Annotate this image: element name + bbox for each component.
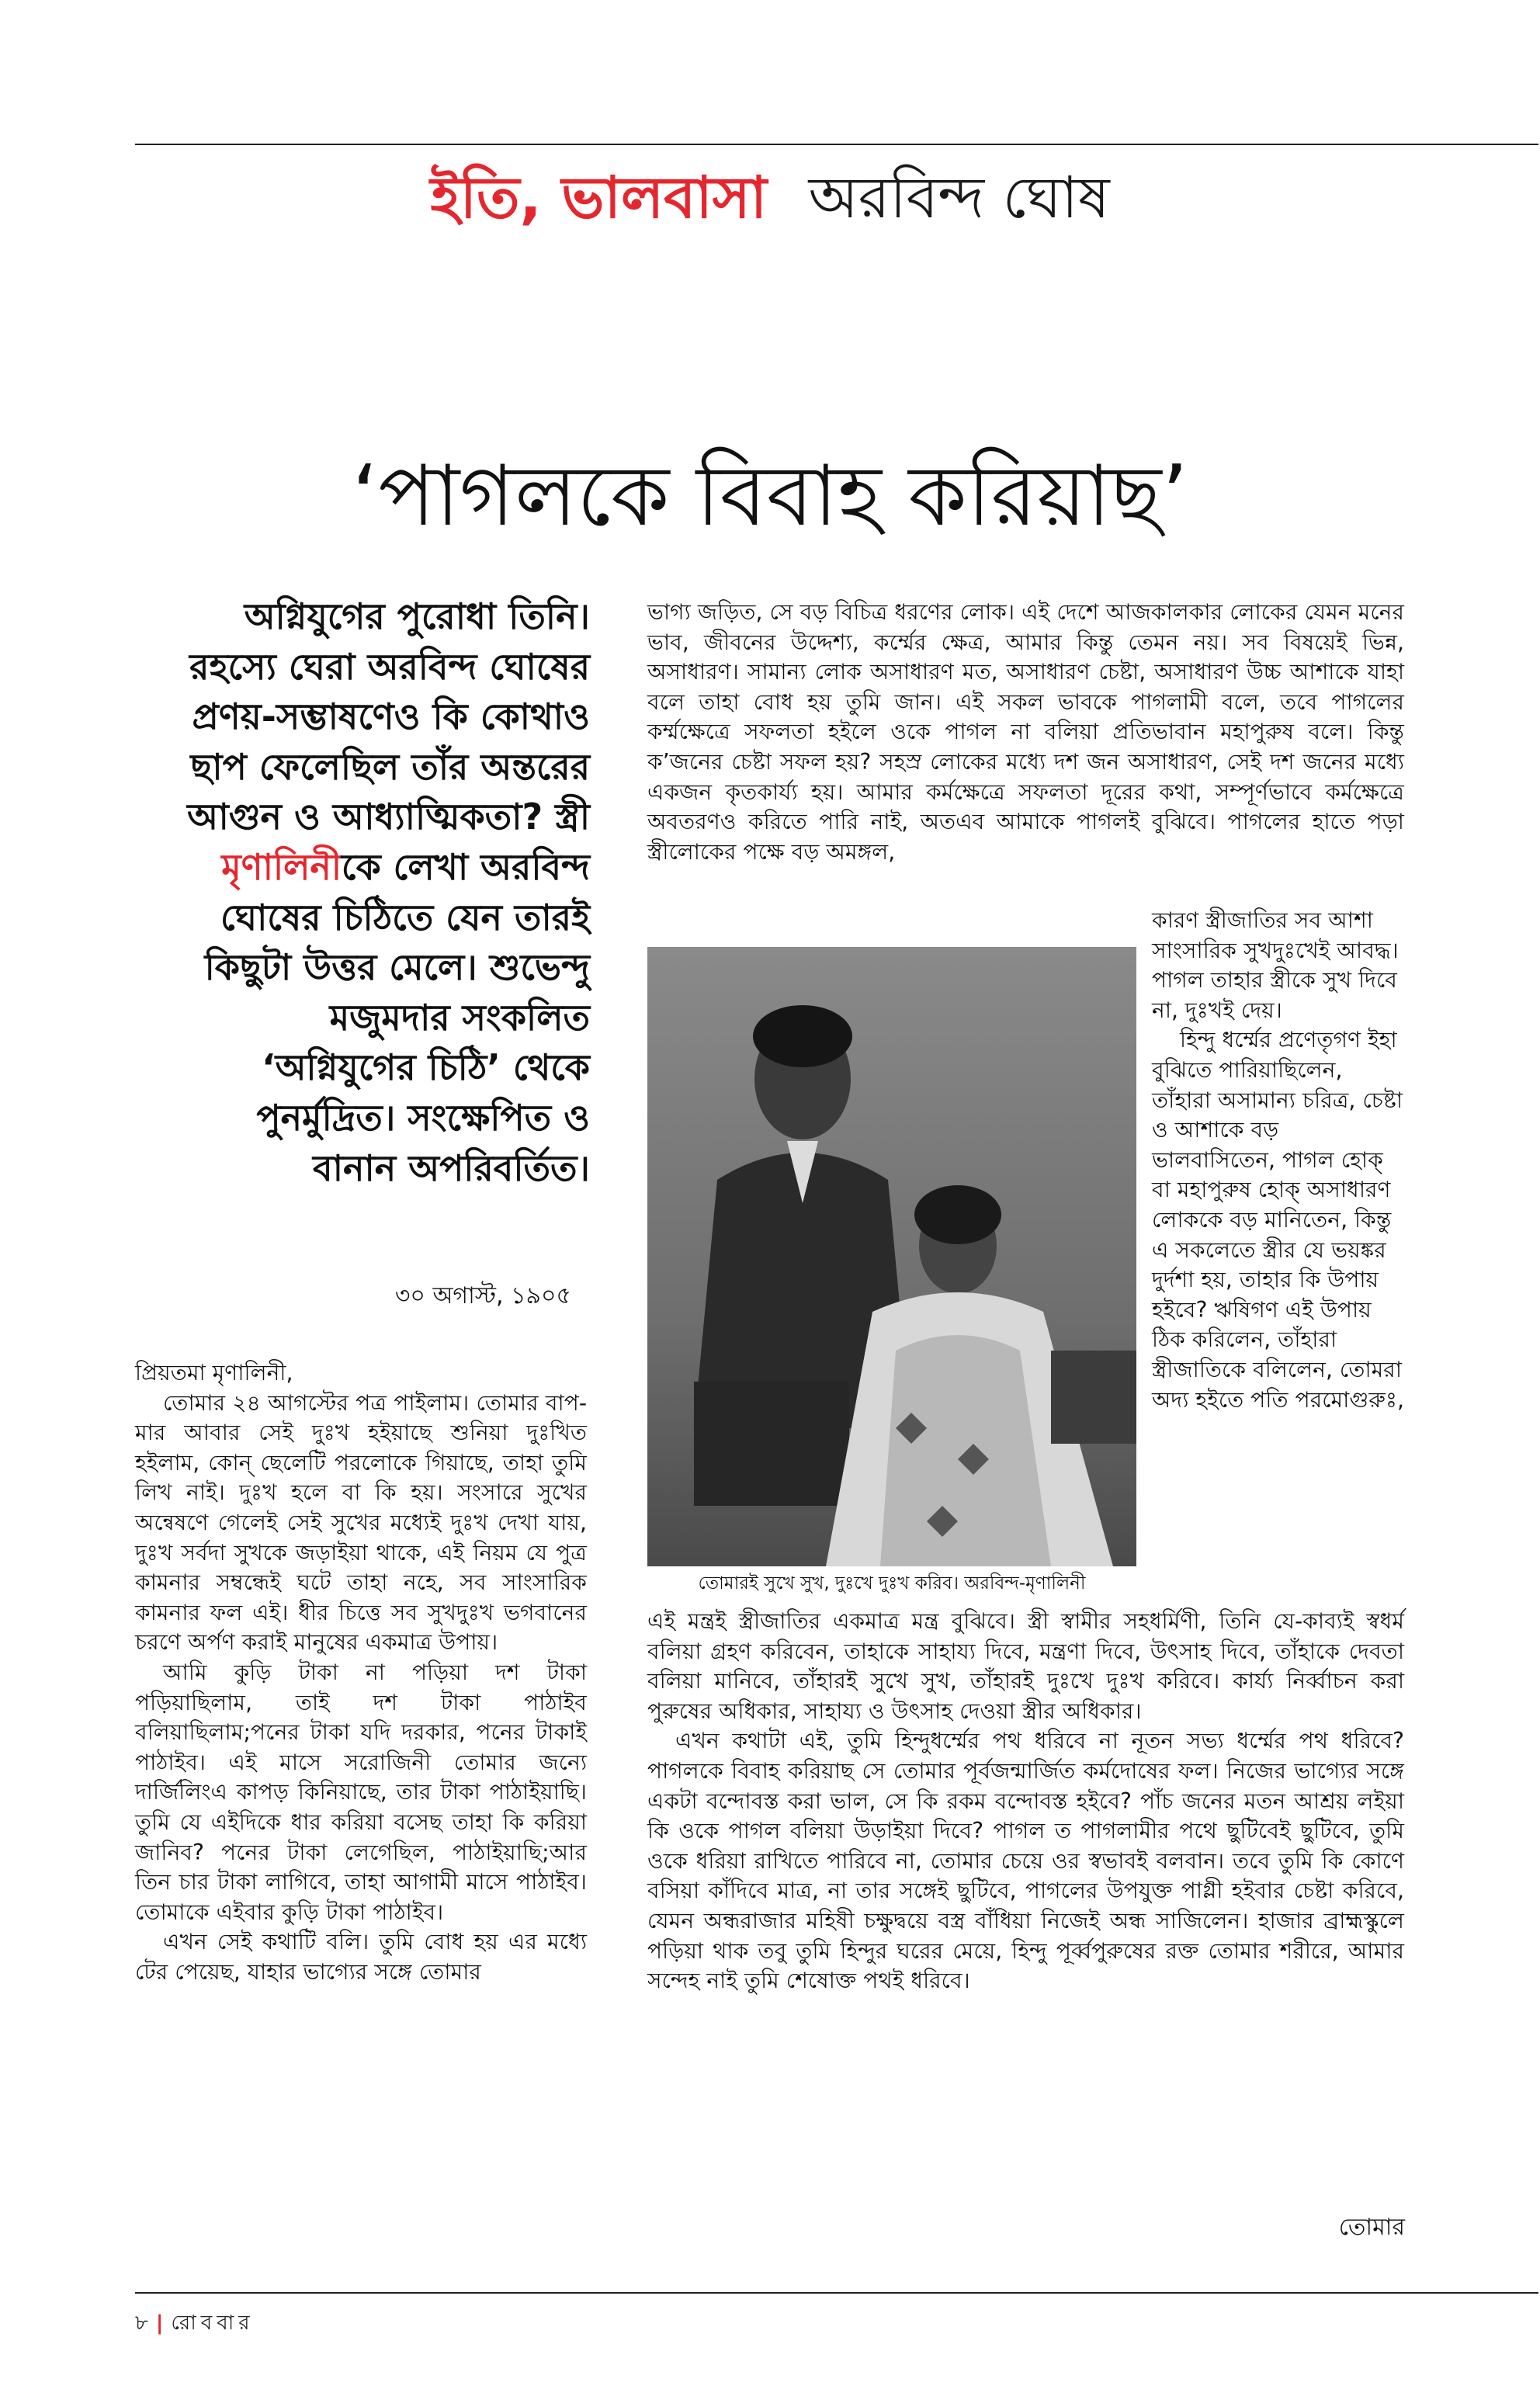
photo-illustration	[647, 947, 1136, 1566]
letter-paragraph: এখন কথাটা এই, তুমি হিন্দুধর্ম্মের পথ ধরিবে না নূতন সভ্য ধর্ম্মের পথ ধরিবে? পাগলকে বিবাহ করিয়াছ সে তোমার পূর্বজন্মার্জিত কর্মদোষের ফল। নিজের ভাগ্যের সঙ্গে একটা বন্দোবস্ত করা ভাল, সে কি রকম বন্দোবস্ত হইবে? পাঁচ জনের মতন আশ্রয় লইয়া কি ওকে পাগল বলিয়া উড়াইয়া দিবে? পাগল ত পাগলামীর পথে ছুটিবেই ছুটিবে, তুমি ওকে ধরিয়া রাখিতে পারিবে না, তোমার চেয়ে ওর স্বভাবই বলবান। তবে তুমি কি কোণে বসিয়া কাঁদিবে মাত্র, না তার সঙ্গেই ছুটিবে, পাগলের উপযুক্ত পাগ্লী হইবার চেষ্টা করিবে, যেমন অন্ধরাজার মহিষী চক্ষুদ্বয়ে বস্ত্র বাঁধিয়া নিজেই অন্ধ সাজিলেন। হাজার ব্রাহ্মস্কুলে পড়িয়া থাক তবু তুমি হিন্দুর ঘরের মেয়ে, হিন্দু পূর্ব্বপুরুষের রক্ত তোমার শরীরে, আমার সন্দেহ নাই তুমি শেষোক্ত পথই ধরিবে।	[647, 1728, 1404, 1994]
photo-caption: তোমারই সুখে সুখ, দুঃখে দুঃখ করিব। অরবিন্দ-মৃণালিনী	[698, 1573, 1086, 1594]
letter-paragraph: তোমার ২৪ আগস্টের পত্র পাইলাম। তোমার বাপ-মার আবার সেই দুঃখ হইয়াছে শুনিয়া দুঃখিত হইলাম, কোন্ ছেলেটি পরলোকে গিয়াছে, তাহা তুমি লিখ নাই। দুঃখ হলে বা কি হয়। সংসারে সুখের অন্বেষণে গেলেই সেই সুখের মধ্যেই দুঃখ দেখা যায়, দুঃখ সর্বদা সুখকে জড়াইয়া থাকে, এই নিয়ম যে পুত্র কামনার সম্বন্ধেই ঘটে তাহা নহে, সব সাংসারিক কামনার ফল এই। ধীর চিত্তে সব সুখদুঃখ ভগবানের চরণে অর্পণ করাই মানুষের একমাত্র উপায়।	[135, 1389, 587, 1656]
letter-left-column	[135, 1358, 587, 1987]
couple-photograph	[647, 947, 1136, 1566]
letter-date: ৩০ অগাস্ট, ১৯০৫	[394, 1282, 571, 1309]
letter-right-column-bottom	[647, 1607, 1404, 1996]
letter-right-column-top	[647, 598, 1404, 867]
intro-text-end: কে লেখা অরবিন্দ ঘোষের চিঠিতে যেন তারই কিছুটা উত্তর মেলে। শুভেন্দু মজুমদার সংকলিত ‘অগ্নিযুগের চিঠি’ থেকে পুনর্মুদ্রিত। সংক্ষেপিত ও বানান অপরিবর্তিত।	[204, 845, 590, 1189]
page-number: ৮	[135, 2311, 148, 2335]
letter-paragraph: কারণ স্ত্রীজাতির সব আশা সাংসারিক সুখদুঃখেই আবদ্ধ। পাগল তাহার স্ত্রীকে সুখ দিবে না, দুঃখই দেয়।	[1152, 907, 1399, 1023]
series-title: ইতি, ভালবাসা	[430, 165, 768, 231]
bottom-rule	[135, 2292, 1538, 2294]
intro-text-start: অগ্নিযুগের পুরোধা তিনি। রহস্যে ঘেরা অরবিন্দ ঘোষের প্রণয়-সম্ভাষণেও কি কোথাও ছাপ ফেলেছিল তাঁর অন্তরের আগুন ও আধ্যাত্মিকতা? স্ত্রী	[187, 595, 590, 838]
magazine-name: রোববার	[171, 2311, 255, 2335]
letter-right-column-beside-photo	[1152, 906, 1408, 1415]
salutation: প্রিয়তমা মৃণালিনী,	[135, 1360, 293, 1386]
folio-separator: |	[155, 2311, 164, 2335]
intro-highlight: মৃণালিনী	[221, 845, 342, 888]
intro-blurb	[179, 591, 590, 1193]
masthead	[0, 163, 1540, 233]
folio	[135, 2309, 255, 2337]
top-rule	[135, 144, 1538, 145]
author-name: অরবিন্দ ঘোষ	[808, 165, 1110, 231]
letter-paragraph: আমি কুড়ি টাকা না পড়িয়া দশ টাকা পড়িয়াছিলাম, তাই দশ টাকা পাঠাইব বলিয়াছিলাম;পনের টাকা যদি দরকার, পনের টাকাই পাঠাইব। এই মাসে সরোজিনী তোমার জন্যে দার্জিলিংএ কাপড় কিনিয়াছে, তার টাকা পাঠাইয়াছি। তুমি যে এইদিকে ধার করিয়া বসেছ তাহা কি করিয়া জানিব? পনের টাকা লেগেছিল, পাঠাইয়াছি;আর তিন চার টাকা লাগিবে, তাহা আগামী মাসে পাঠাইব। তোমাকে এইবার কুড়ি টাকা পাঠাইব।	[135, 1659, 587, 1925]
letter-paragraph: এই মন্ত্রই স্ত্রীজাতির একমাত্র মন্ত্র বুঝিবে। স্ত্রী স্বামীর সহধর্মিণী, তিনি যে-কাব্যই স্বধর্ম বলিয়া গ্রহণ করিবেন, তাহাকে সাহায্য দিবে, মন্ত্রণা দিবে, উৎসাহ দিবে, তাঁহাকে দেবতা বলিয়া মানিবে, তাঁহারই সুখে সুখ, তাঁহারই দুঃখে দুঃখ করিবে। কার্য্য নির্ব্বাচন করা পুরুষের অধিকার, সাহায্য ও উৎসাহ দেওয়া স্ত্রীর অধিকার।	[647, 1608, 1404, 1724]
headline: ‘পাগলকে বিবাহ করিয়াছ’	[352, 448, 1188, 545]
letter-paragraph: হিন্দু ধর্ম্মের প্রণেতৃগণ ইহা বুঝিতে পারিয়াছিলেন, তাঁহারা অসামান্য চরিত্র, চেষ্টা ও আশাকে বড় ভালবাসিতেন, পাগল হোক্ বা মহাপুরুষ হোক্ অসাধারণ লোককে বড় মানিতেন, কিন্তু এ সকলেতে স্ত্রীর যে ভয়ঙ্কর দুর্দশা হয়, তাহার কি উপায় হইবে? ঋষিগণ এই উপায় ঠিক করিলেন, তাঁহারা স্ত্রীজাতিকে বলিলেন, তোমরা অদ্য হইতে পতি পরমোগুরুঃ,	[1152, 1027, 1404, 1413]
letter-signoff: তোমার	[1338, 2214, 1405, 2241]
letter-paragraph: এখন সেই কথাটি বলি। তুমি বোধ হয় এর মধ্যে টের পেয়েছ, যাহার ভাগ্যের সঙ্গে তোমার	[135, 1929, 587, 1985]
letter-paragraph: ভাগ্য জড়িত, সে বড় বিচিত্র ধরণের লোক। এই দেশে আজকালকার লোকের যেমন মনের ভাব, জীবনের উদ্দেশ্য, কর্ম্মের ক্ষেত্র, আমার কিন্তু তেমন নয়। সব বিষয়েই ভিন্ন, অসাধারণ। সামান্য লোক অসাধারণ মত, অসাধারণ চেষ্টা, অসাধারণ উচ্চ আশাকে যাহা বলে তাহা বোধ হয় তুমি জান। এই সকল ভাবকে পাগলামী বলে, তবে পাগলের কর্ম্মক্ষেত্রে সফলতা হইলে ওকে পাগল না বলিয়া প্রতিভাবান মহাপুরুষ বলে। কিন্তু ক’জনের চেষ্টা সফল হয়? সহস্র লোকের মধ্যে দশ জন অসাধারণ, সেই দশ জনের মধ্যে একজন কৃতকার্য্য হয়। আমার কর্মক্ষেত্রে সফলতা দূরের কথা, সম্পূর্ণভাবে কর্মক্ষেত্রে অবতরণও করিতে পারি নাই, অতএব আমাকে পাগলই বুঝিবে। পাগলের হাতে পড়া স্ত্রীলোকের পক্ষে বড় অমঙ্গল,	[647, 599, 1404, 865]
